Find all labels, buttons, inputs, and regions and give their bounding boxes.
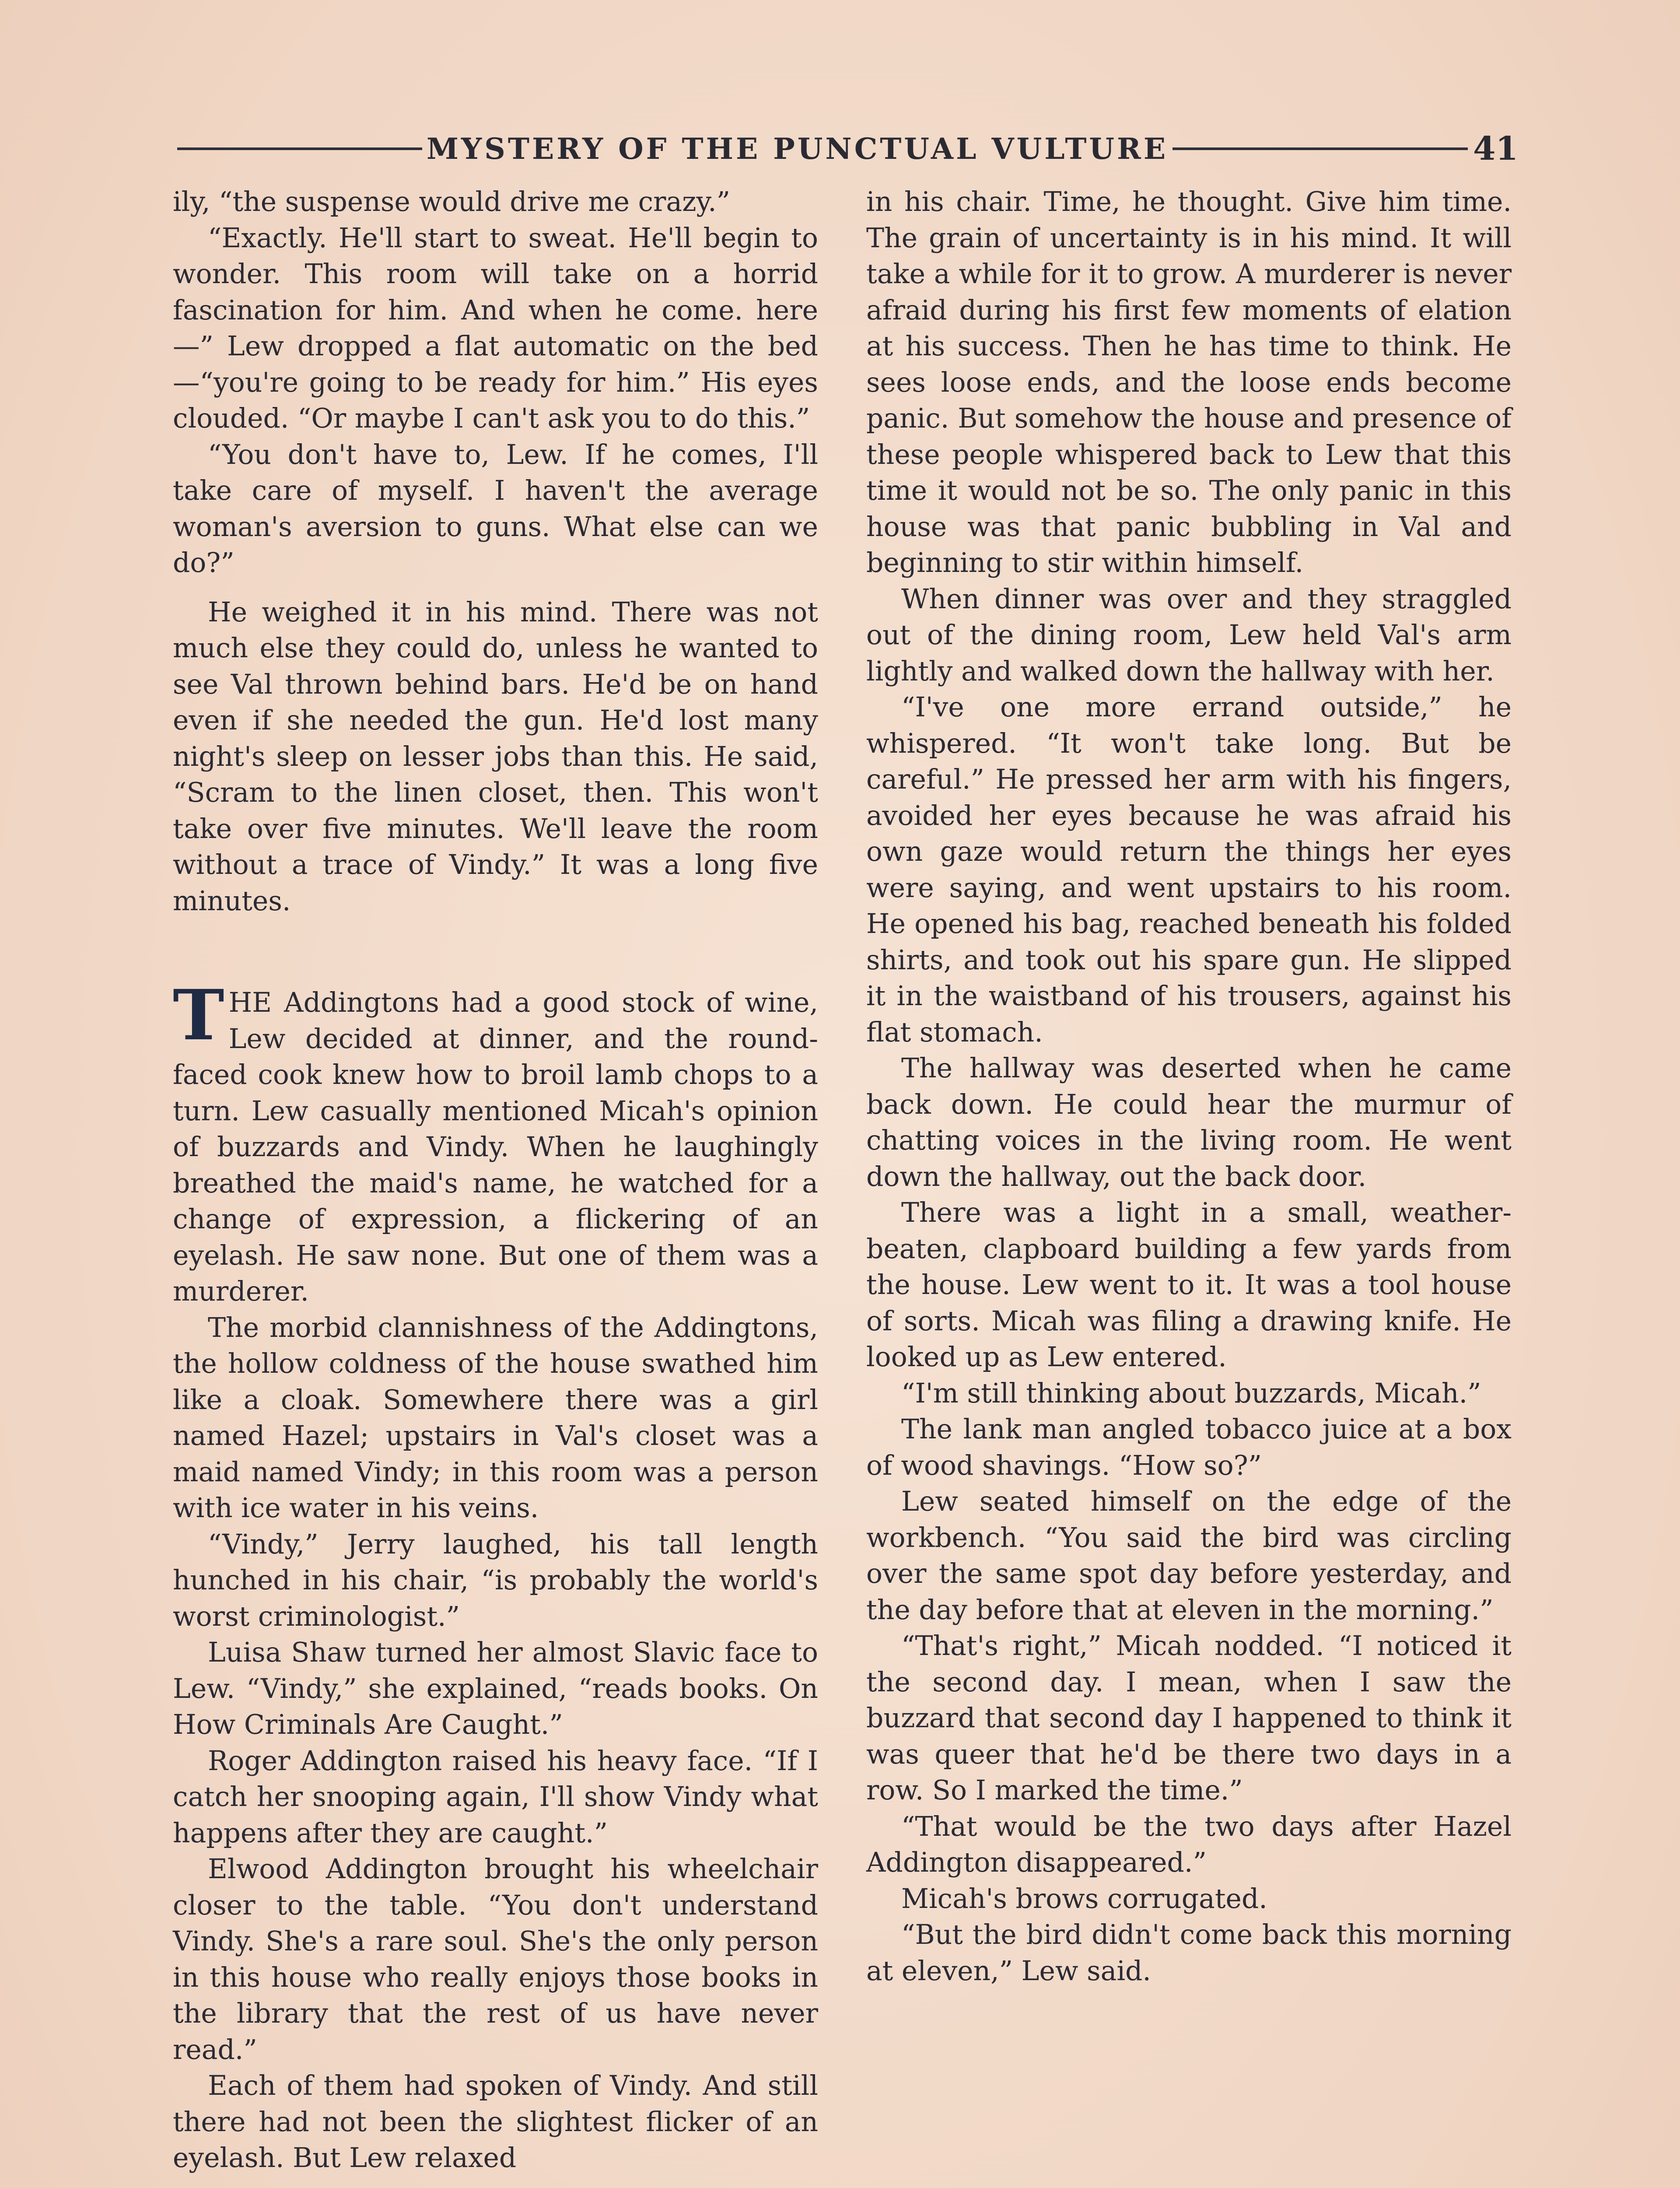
paragraph: The lank man angled tobacco juice at a box of wood shavings. “How so?” (866, 1413, 1512, 1481)
header-rule-left (177, 147, 422, 150)
paragraph: in his chair. Time, he thought. Give him time. The grain of uncertainty is in his mind. It will take a while for it to grow. A murderer is never afraid during his first few moments of elation at his success. Then he has time to think. He sees loose ends, and the loose ends become panic. But somehow the house and presence of these people whispered back to Lew that this time it would not be so. The only panic in this house was that panic bubbling in Val and beginning to stir within himself. (866, 186, 1512, 579)
running-header (177, 127, 1518, 171)
header-rule-right (1172, 147, 1468, 150)
text-column-right (866, 184, 1512, 1989)
paragraph: Elwood Addington brought his wheelchair closer to the table. “You don't understand Vindy. She's a rare soul. She's the only person in this house who really enjoys those books in the library that the rest of us have never read.” (173, 1853, 818, 2065)
page-number: 41 (1473, 130, 1518, 168)
paragraph: Roger Addington raised his heavy face. “If I catch her snooping again, I'll show Vindy what happens after they are caught.” (173, 1745, 818, 1849)
running-title: MYSTERY OF THE PUNCTUAL VULTURE (427, 132, 1169, 166)
paragraph: ily, “the suspense would drive me crazy.” (173, 186, 731, 217)
paragraph: “I've one more errand outside,” he whispered. “It won't take long. But be careful.” He pressed her arm with his fingers, avoided her eyes because he was afraid his own gaze would return the things her eyes were saying, and went upstairs to his room. He opened his bag, reached beneath his folded shirts, and took out his spare gun. He slipped it in the waistband of his trousers, against his flat stomach. (866, 691, 1512, 1048)
paragraph: “But the bird didn't come back this morning at eleven,” Lew said. (866, 1919, 1512, 1987)
paragraph: Lew seated himself on the edge of the workbench. “You said the bird was circling over the same spot day before yesterday, and the day before that at eleven in the morning.” (866, 1486, 1512, 1626)
paragraph: Each of them had spoken of Vindy. And still there had not been the slightest flicker of an eyelash. But Lew relaxed (173, 2070, 818, 2174)
drop-cap: T (173, 975, 224, 1056)
paragraph: “I'm still thinking about buzzards, Micah.” (901, 1377, 1481, 1409)
paragraph: “You don't have to, Lew. If he comes, I'll take care of myself. I haven't the average woman's aversion to guns. What else can we do?” (173, 438, 818, 579)
paragraph: When dinner was over and they straggled out of the dining room, Lew held Val's arm lightly and walked down the hallway with her. (866, 583, 1512, 687)
paragraph: Micah's brows corrugated. (901, 1883, 1267, 1914)
paragraph: The hallway was deserted when he came back down. He could hear the murmur of chatting voices in the living room. He went down the hallway, out the back door. (866, 1052, 1512, 1192)
paragraph: “Vindy,” Jerry laughed, his tall length hunched in his chair, “is probably the world's worst criminologist.” (173, 1528, 818, 1632)
paragraph: “That would be the two days after Hazel Addington disappeared.” (866, 1810, 1512, 1878)
paragraph: The morbid clannishness of the Addingtons, the hollow coldness of the house swathed him like a cloak. Somewhere there was a girl named Hazel; upstairs in Val's closet was a maid named Vindy; in this room was a person with ice water in his veins. (173, 1311, 818, 1524)
paragraph: “That's right,” Micah nodded. “I noticed it the second day. I mean, when I saw the buzzard that second day I happened to think it was queer that he'd be there two days in a row. So I marked the time.” (866, 1630, 1512, 1806)
paragraph: “Exactly. He'll start to sweat. He'll begin to wonder. This room will take on a horrid fascination for him. And when he come. here—” Lew dropped a flat automatic on the bed—“you're going to be ready for him.” His eyes clouded. “Or maybe I can't ask you to do this.” (173, 222, 818, 434)
paragraph: Luisa Shaw turned her almost Slavic face to Lew. “Vindy,” she explained, “reads books. On How Criminals Are Caught.” (173, 1637, 818, 1740)
section-opening-paragraph (173, 975, 818, 1310)
paragraph: He weighed it in his mind. There was not much else they could do, unless he wanted to see Val thrown behind bars. He'd be on hand even if she needed the gun. He'd lost many night's sleep on lesser jobs than this. He said, “Scram to the linen closet, then. This won't take over five minutes. We'll leave the room without a trace of Vindy.” It was a long five minutes. (173, 596, 818, 917)
paragraph-text: HE Addingtons had a good stock of wine, Lew decided at dinner, and the round-faced cook knew how to broil lamb chops to a turn. Lew casually mentioned Micah's opinion of buzzards and Vindy. When he laughingly breathed the maid's name, he watched for a change of expression, a flickering of an eyelash. He saw none. But one of them was a murderer. (173, 987, 818, 1307)
text-column-left (173, 184, 818, 2176)
paragraph: There was a light in a small, weather-beaten, clapboard building a few yards from the house. Lew went to it. It was a tool house of sorts. Micah was filing a drawing knife. He looked up as Lew entered. (866, 1197, 1512, 1373)
